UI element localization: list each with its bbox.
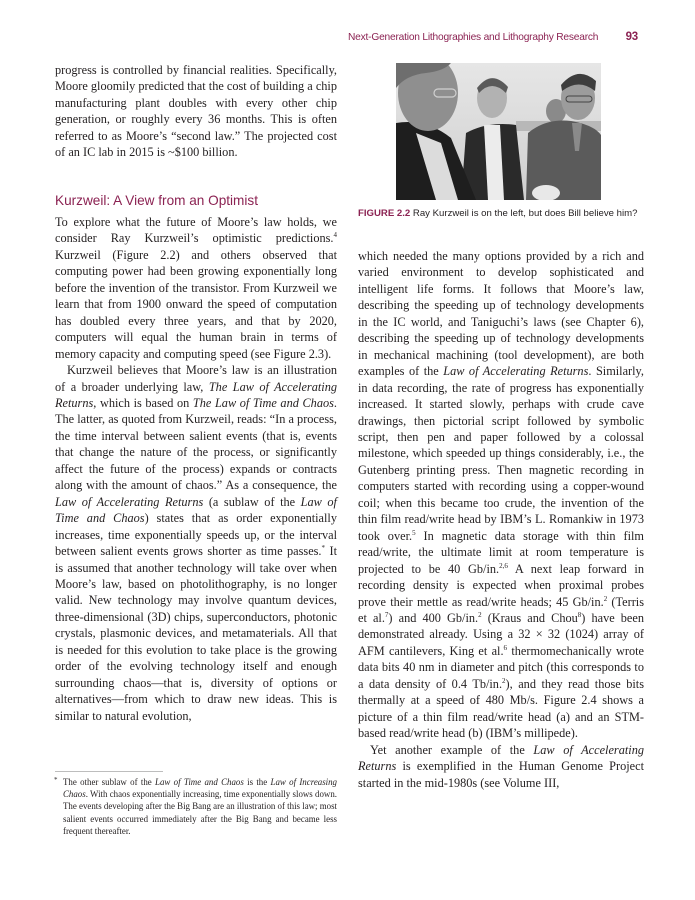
text-run: (Kraus and Chou — [481, 610, 578, 625]
text-run: is exemplified in the Human Genome Project started in the mid-1980s (see Volume III, — [358, 759, 644, 790]
text-run: In magnetic data storage with thin film read/write, the ultimate limit at room temperature is projected to be 40 Gb/in. — [358, 528, 644, 576]
text-run: . With chaos exponentially increasing, time exponentially slows down. The events developing after the Big Bang are an illustration of this law; most salient events occurred immediately after the Big Bang and became less frequent thereafter. — [63, 789, 337, 836]
text-run: Kurzweil (Figure 2.2) and others observed that computing power had been growing exponentially long before the invention of the transistor. From Kurzweil we learn that from 1900 onward the speed of computation has doubled every three years, and that by 2020, computers will equal the human brain in terms of memory capacity and computing speed (see Figure 2.3). — [55, 247, 337, 361]
italic-term: The Law of Accelerating Returns — [55, 379, 337, 410]
italic-term: Law of Accelerating Returns — [55, 494, 204, 509]
figure-caption — [358, 208, 648, 221]
reference-mark: 5 — [412, 528, 416, 537]
text-run: The other sublaw of the — [63, 777, 156, 787]
superscript: 2 — [603, 594, 608, 603]
reference-mark: 6 — [503, 643, 508, 652]
running-title: Next-Generation Lithographies and Lithography Research — [348, 32, 599, 43]
text-run: (a sublaw of the — [203, 494, 301, 509]
footnote-text — [55, 776, 337, 837]
text-run: It is assumed that another technology will take over when Moore’s law, based on photolithography, is no longer valid. New technology may involve quantum devices, three-dimensional (3D) chips, superconductors, photonic crystals, plasmonic devices, and metamaterials. All that is needed for this evolution to take place is the growing order of the evolving technology itself and enough surrounding chaos—that is, diversity of options or alternatives—from which to draw new ideas. This is similar to natural evolution, — [55, 544, 337, 723]
left-column-body — [55, 214, 337, 724]
paragraph — [55, 214, 337, 362]
text-run: To explore what the future of Moore’s law holds, we consider Ray Kurzweil’s optimistic predictions. — [55, 215, 337, 246]
reference-mark: 7 — [384, 610, 389, 619]
photo-image — [396, 63, 601, 200]
text-run: ) have been demonstrated already. Using a 32 × 32 (1024) array of AFM cantilevers, King et al. — [358, 610, 644, 658]
text-run: . The latter, as quoted from Kurzweil, reads: “In a process, the time interval between salient events (that is, events that change the nature of the process, or significantly affect the future of the process) expands or contracts along with the amount of chaos.” As a consequence, the — [55, 395, 337, 493]
page-number: 93 — [625, 31, 638, 43]
text-run: ) and 400 Gb/in. — [388, 610, 479, 625]
text-run: which needed the many options provided by a rich and varied environment to develop sophisticated and intelligent life forms. It follows that Moore’s law, describing the speeding up of technology developments in the IC world, and Taniguchi’s laws (see Chapter 6), describing the speeding up of technology developments in mechanical machining (tool development), are both examples of the — [358, 249, 644, 379]
footnote-mark: * — [54, 776, 58, 784]
text-run: , which is based on — [93, 395, 193, 410]
section-heading: Kurzweil: A View from an Optimist — [55, 193, 258, 208]
text-run: thermomechanically wrote data bits 40 nm in diameter and pitch (this corresponds to a data density of 0.4 Tb/in. — [358, 643, 644, 691]
paragraph — [358, 248, 644, 742]
intro-paragraph: progress is controlled by financial realities. Specifically, Moore gloomily predicted that the cost of building a chip manufacturing plant doubles with every other chip generation, or roughly every 36 months. This is often referred to as Moore’s “second law.” The projected cost of an IC lab in 2015 is ~$100 billion. — [55, 63, 337, 160]
superscript: 2 — [478, 610, 482, 619]
text-run: (Terris et al. — [358, 594, 645, 625]
reference-mark: 2,6 — [499, 561, 508, 570]
text-run: ) states that as order exponentially increases, time exponentially speeds up, or the interval between salient events grows shorter as time passes. — [55, 511, 337, 559]
text-run: Yet another example of the — [370, 742, 534, 757]
running-header — [348, 32, 638, 46]
text-run: A next leap forward in recording density is expected when proximal probes prove their mettle as read/write heads; 45 Gb/in. — [358, 561, 644, 609]
paragraph — [358, 742, 644, 791]
italic-term: Law of Time and Chaos — [155, 777, 244, 787]
left-column-intro — [55, 62, 337, 161]
figure-photo — [396, 63, 601, 200]
italic-term: Law of Time and Chaos — [55, 494, 337, 526]
italic-term: The Law of Time and Chaos — [192, 395, 334, 410]
italic-term: Law of Accelerating Returns — [358, 742, 644, 774]
footnote-divider — [55, 771, 163, 772]
paragraph — [55, 362, 337, 724]
footnote — [55, 776, 337, 837]
reference-mark: 8 — [577, 610, 582, 619]
text-run: ), and they read those bits thermally at a speed of 480 Mb/s. Figure 2.4 shows a picture of a thin film read/write head (a) and an STM-based read/write head (b) (IBM’s millipede). — [358, 676, 644, 741]
right-column — [358, 248, 644, 791]
caption-text: Ray Kurzweil is on the left, but does Bill believe him? — [410, 208, 638, 219]
reference-mark: 4 — [333, 231, 337, 240]
text-run: Kurzweil believes that Moore’s law is an illustration of a broader underlying law, — [55, 363, 337, 394]
figure-label: FIGURE 2.2 — [358, 208, 411, 219]
text-run: is the — [243, 777, 271, 787]
superscript: 2 — [502, 676, 506, 685]
italic-term: Law of Accelerating Returns — [443, 364, 589, 379]
text-run: . Similarly, in data recording, the rate of progress has exponentially increased. It started slowly, perhaps with crude cave drawings, then pictorial script followed by symbolic script, then pen and paper followed by a colossal milestone, which speeded up things considerably, i.e., the Gutenberg printing press. Then magnetic recording in computers started with recording using a copper-wound coil; when this became too crude, the invention of the thin film read/write head by IBM’s L. Romankiw in 1973 took over. — [358, 364, 644, 543]
italic-term: Law of Increasing Chaos — [63, 777, 337, 800]
footnote-mark: * — [321, 544, 326, 553]
